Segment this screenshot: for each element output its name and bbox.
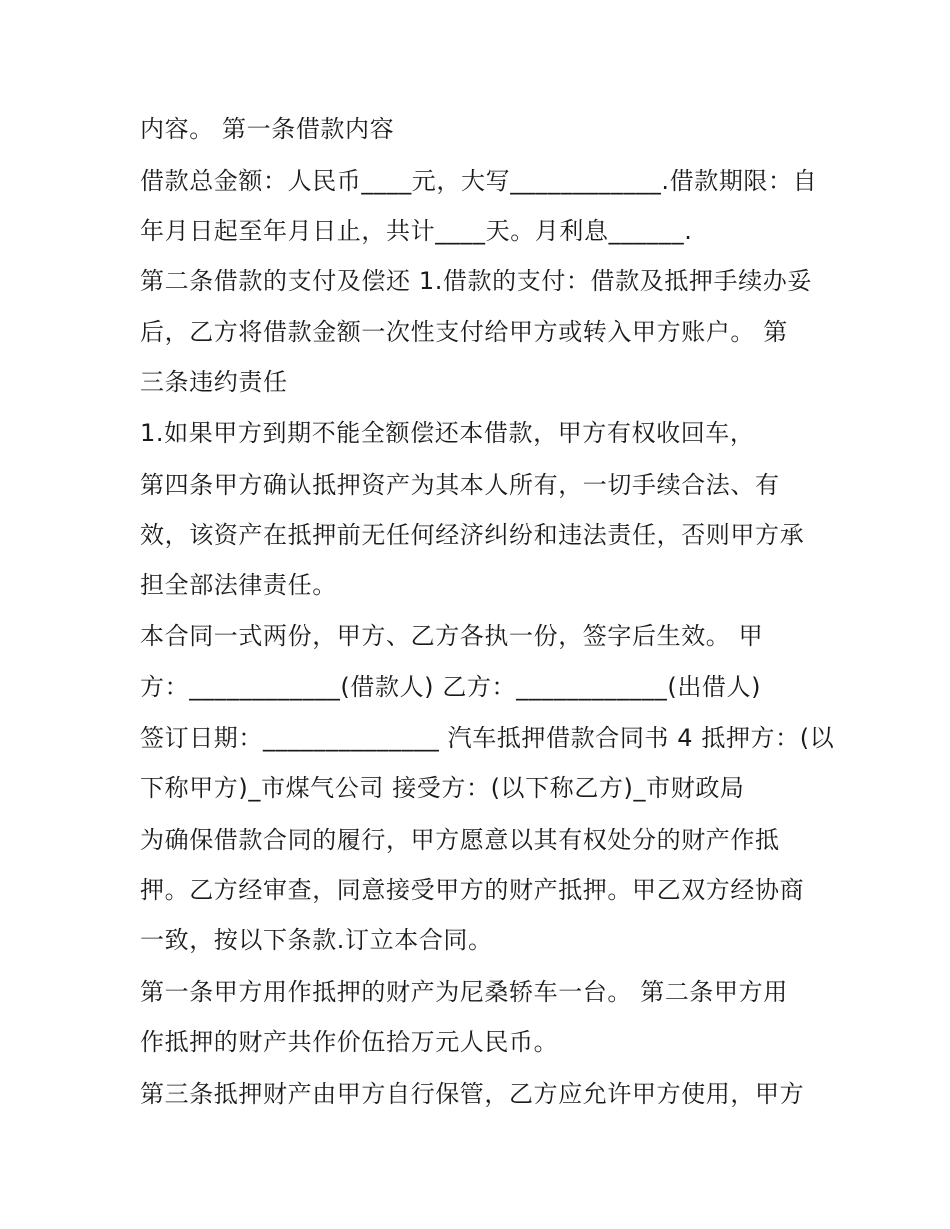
- text-line: 作抵押的财产共作价伍拾万元人民币。: [140, 1028, 559, 1056]
- text-line: 签订日期：______________ 汽车抵押借款合同书 4 抵押方：(以: [140, 724, 835, 752]
- text-line: 第二条借款的支付及偿还 1.借款的支付：借款及抵押手续办妥: [140, 267, 812, 295]
- text-line: 三条违约责任: [140, 368, 288, 396]
- text-line: 担全部法律责任。: [140, 571, 337, 599]
- text-line: 一致，按以下条款.订立本合同。: [140, 926, 493, 954]
- text-line: 第四条甲方确认抵押资产为其本人所有，一切手续合法、有: [140, 471, 780, 499]
- text-line: 年月日起至年月日止，共计____天。月利息______.: [140, 217, 693, 245]
- text-line: 内容。 第一条借款内容: [140, 115, 395, 143]
- text-line: 第一条甲方用作抵押的财产为尼桑轿车一台。 第二条甲方用: [140, 978, 788, 1006]
- text-line: 本合同一式两份，甲方、乙方各执一份，签字后生效。 甲: [140, 622, 764, 650]
- text-line: 为确保借款合同的履行，甲方愿意以其有权处分的财产作抵: [140, 826, 780, 854]
- text-line: 下称甲方)_市煤气公司 接受方：(以下称乙方)_市财政局: [140, 774, 745, 802]
- text-line: 1.如果甲方到期不能全额偿还本借款，甲方有权收回车，: [140, 419, 755, 447]
- text-line: 第三条抵押财产由甲方自行保管，乙方应允许甲方使用，甲方: [140, 1080, 805, 1108]
- text-line: 押。乙方经审查，同意接受甲方的财产抵押。甲乙双方经协商: [140, 876, 805, 904]
- text-line: 效，该资产在抵押前无任何经济纠纷和违法责任，否则甲方承: [140, 521, 805, 549]
- text-line: 后，乙方将借款金额一次性支付给甲方或转入甲方账户。 第: [140, 318, 788, 346]
- text-line: 方：____________(借款人) 乙方：____________(出借人): [140, 673, 762, 701]
- text-line: 借款总金额：人民币____元，大写____________.借款期限：自: [140, 167, 818, 195]
